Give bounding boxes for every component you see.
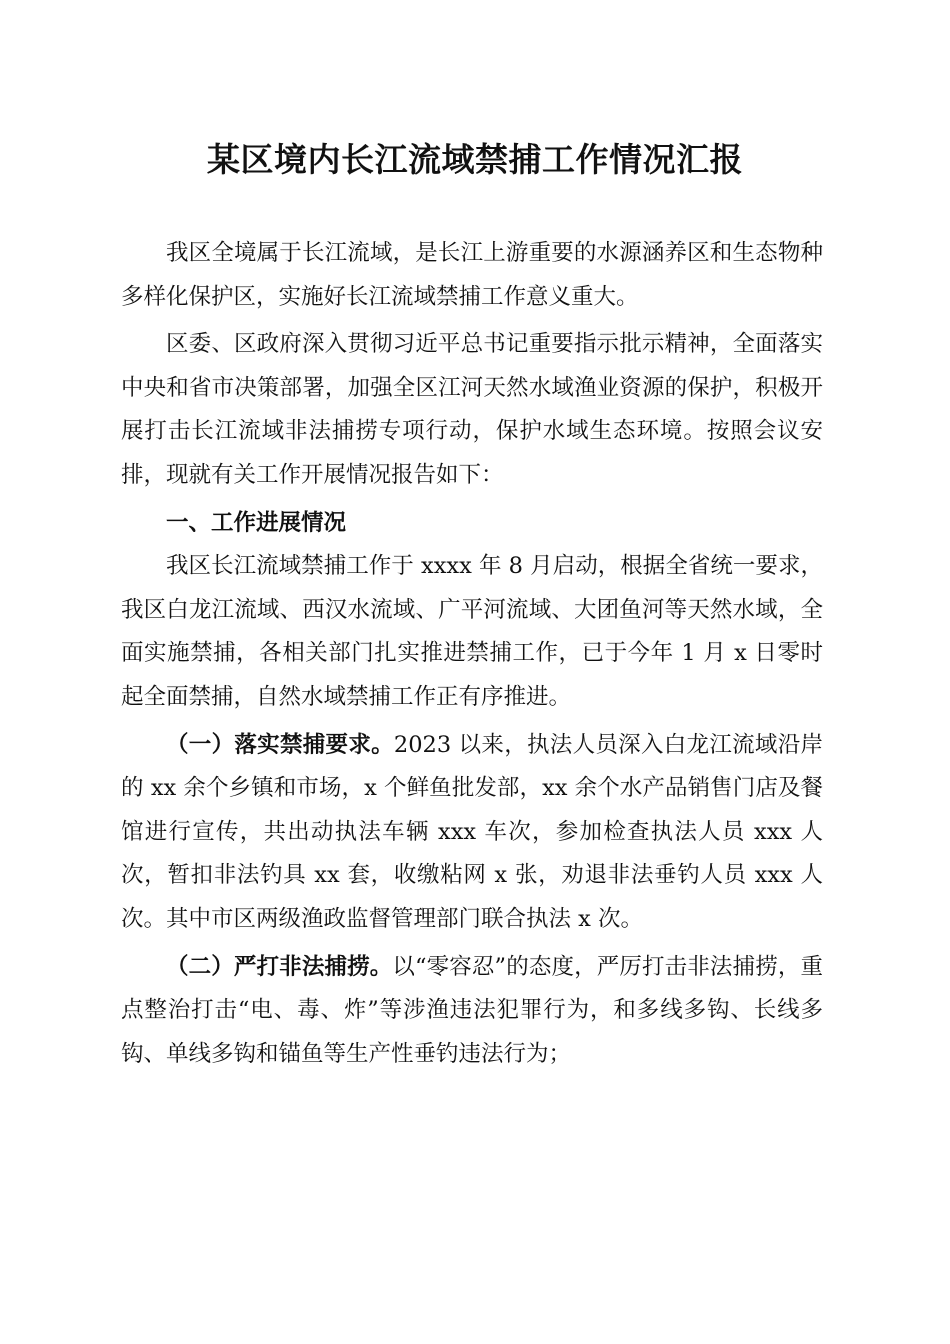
paragraph-implement-ban xyxy=(121,724,823,942)
subsection-lead-implement-ban: （一）落实禁捕要求。 xyxy=(166,731,394,758)
subsection-text-crackdown: 以“零容忍”的态度，严厉打击非法捕捞，重点整治打击“电、毒、炸”等涉渔违法犯罪行为，和多线多钩、长线多钩、单线多钩和锚鱼等生产性垂钓违法行为； xyxy=(121,953,823,1067)
paragraph-progress: 我区长江流域禁捕工作于 xxxx 年 8 月启动，根据全省统一要求，我区白龙江流域、西汉水流域、广平河流域、大团鱼河等天然水域，全面实施禁捕，各相关部门扎实推进禁捕工作，已于今年 1 月 x 日零时起全面禁捕，自然水域禁捕工作正有序推进。 xyxy=(121,553,823,710)
document-body xyxy=(121,232,823,1076)
document-title: 某区境内长江流域禁捕工作情况汇报 xyxy=(207,140,743,179)
subsection-text-implement-ban: 2023 以来，执法人员深入白龙江流域沿岸的 xx 余个乡镇和市场，x 个鲜鱼批发部，xx 余个水产品销售门店及餐馆进行宣传，共出动执法车辆 xxx 车次，参加检查执法人员 xxx 人次，暂扣非法钓具 xx 套，收缴粘网 x 张，劝退非法垂钓人员 xxx 人次。其中市区两级渔政监督管理部门联合执法 x 次。 xyxy=(121,731,823,932)
paragraph-crackdown xyxy=(121,946,823,1077)
paragraph-intro: 我区全境属于长江流域，是长江上游重要的水源涵养区和生态物种多样化保护区，实施好长江流域禁捕工作意义重大。 xyxy=(121,240,823,310)
paragraph-background: 区委、区政府深入贯彻习近平总书记重要指示批示精神，全面落实中央和省市决策部署，加强全区江河天然水域渔业资源的保护，积极开展打击长江流域非法捕捞专项行动，保护水域生态环境。按照会议安排，现就有关工作开展情况报告如下： xyxy=(121,331,823,488)
section-heading-progress: 一、工作进展情况 xyxy=(166,509,347,536)
subsection-lead-crackdown: （二）严打非法捕捞。 xyxy=(166,953,393,980)
